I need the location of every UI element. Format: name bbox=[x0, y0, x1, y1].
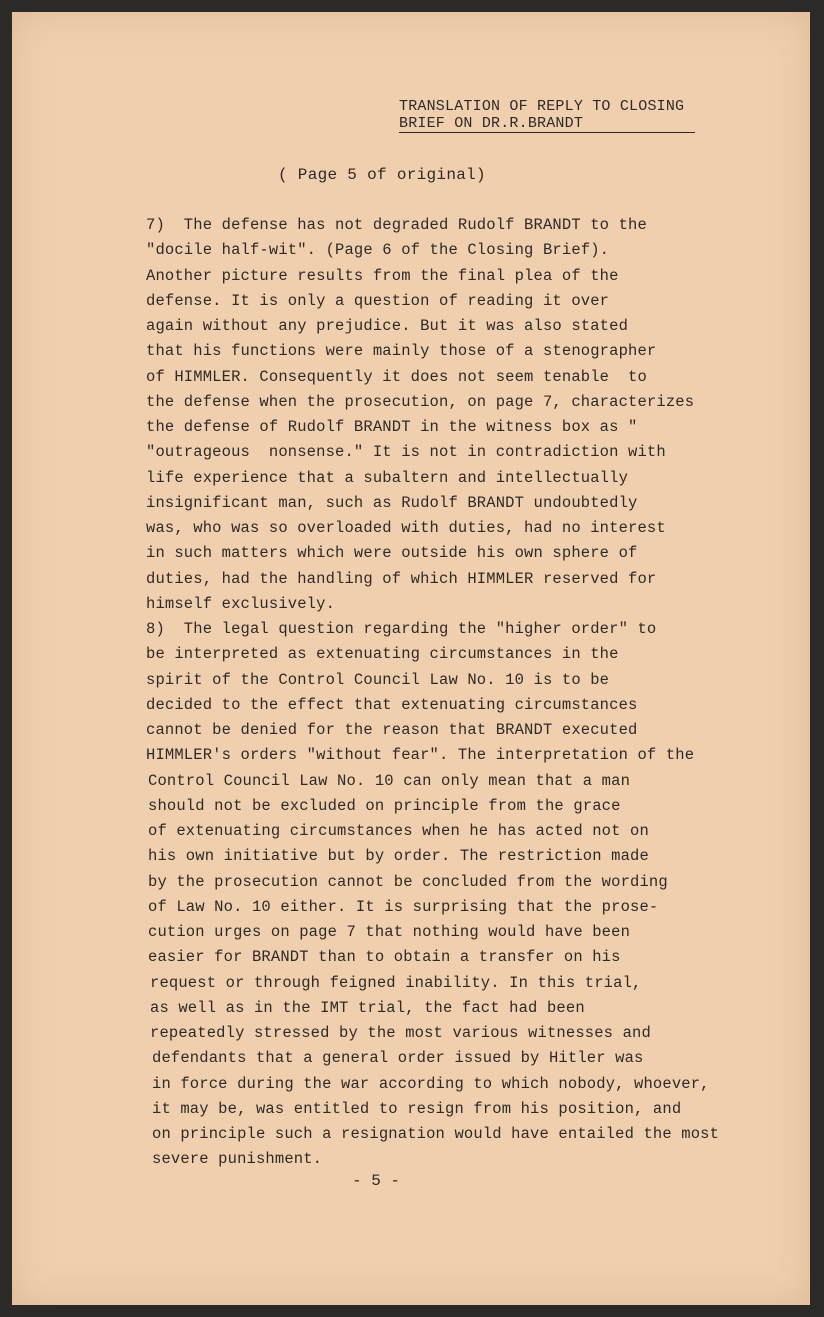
text-line: 7) The defense has not degraded Rudolf BRANDT to the bbox=[146, 216, 647, 234]
text-line: severe punishment. bbox=[152, 1150, 323, 1168]
text-line: the defense of Rudolf BRANDT in the witness box as " bbox=[146, 418, 638, 436]
text-line: of extenuating circumstances when he has acted not on bbox=[148, 822, 649, 840]
text-line: 8) The legal question regarding the "higher order" to bbox=[146, 620, 657, 638]
text-line: in force during the war according to which nobody, whoever, bbox=[152, 1075, 710, 1093]
text-line: on principle such a resignation would have entailed the most bbox=[152, 1125, 720, 1143]
text-line: Another picture results from the final plea of the bbox=[146, 267, 619, 285]
text-line: should not be excluded on principle from the grace bbox=[148, 797, 621, 815]
text-line: defendants that a general order issued by Hitler was bbox=[152, 1049, 644, 1067]
text-line: "docile half-wit". (Page 6 of the Closing Brief). bbox=[146, 241, 610, 259]
text-line: "outrageous nonsense." It is not in contradiction with bbox=[146, 443, 666, 461]
text-line: Control Council Law No. 10 can only mean that a man bbox=[148, 772, 631, 790]
text-line: as well as in the IMT trial, the fact had been bbox=[150, 999, 585, 1017]
text-line: request or through feigned inability. In this trial, bbox=[150, 974, 642, 992]
text-line: cannot be denied for the reason that BRANDT executed bbox=[146, 721, 638, 739]
text-line: in such matters which were outside his own sphere of bbox=[146, 544, 638, 562]
text-line: spirit of the Control Council Law No. 10 is to be bbox=[146, 671, 610, 689]
text-line: of Law No. 10 either. It is surprising that the prose- bbox=[148, 898, 659, 916]
text-line: cution urges on page 7 that nothing would have been bbox=[148, 923, 631, 941]
text-line: the defense when the prosecution, on page 7, characterizes bbox=[146, 393, 695, 411]
text-line: it may be, was entitled to resign from his position, and bbox=[152, 1100, 682, 1118]
text-line: decided to the effect that extenuating circumstances bbox=[146, 696, 638, 714]
header-line-2: BRIEF ON DR.R.BRANDT bbox=[399, 115, 695, 133]
original-page-label: ( Page 5 of original) bbox=[278, 166, 486, 184]
text-line: by the prosecution cannot be concluded from the wording bbox=[148, 873, 668, 891]
text-line: that his functions were mainly those of a stenographer bbox=[146, 342, 657, 360]
text-line: his own initiative but by order. The restriction made bbox=[148, 847, 649, 865]
document-header bbox=[399, 98, 695, 133]
text-line: be interpreted as extenuating circumstances in the bbox=[146, 645, 619, 663]
text-line: defense. It is only a question of reading it over bbox=[146, 292, 610, 310]
text-line: insignificant man, such as Rudolf BRANDT undoubtedly bbox=[146, 494, 638, 512]
text-line: of HIMMLER. Consequently it does not seem tenable to bbox=[146, 368, 647, 386]
text-line: again without any prejudice. But it was also stated bbox=[146, 317, 629, 335]
text-line: life experience that a subaltern and intellectually bbox=[146, 469, 629, 487]
text-line: was, who was so overloaded with duties, had no interest bbox=[146, 519, 666, 537]
text-line: HIMMLER's orders "without fear". The interpretation of the bbox=[146, 746, 695, 764]
text-line: easier for BRANDT than to obtain a transfer on his bbox=[148, 948, 621, 966]
text-line: himself exclusively. bbox=[146, 595, 336, 613]
text-line: duties, had the handling of which HIMMLER reserved for bbox=[146, 570, 657, 588]
text-line: repeatedly stressed by the most various witnesses and bbox=[150, 1024, 651, 1042]
page-number: - 5 - bbox=[352, 1172, 401, 1190]
document-page bbox=[12, 12, 810, 1305]
header-line-1: TRANSLATION OF REPLY TO CLOSING bbox=[399, 98, 685, 115]
